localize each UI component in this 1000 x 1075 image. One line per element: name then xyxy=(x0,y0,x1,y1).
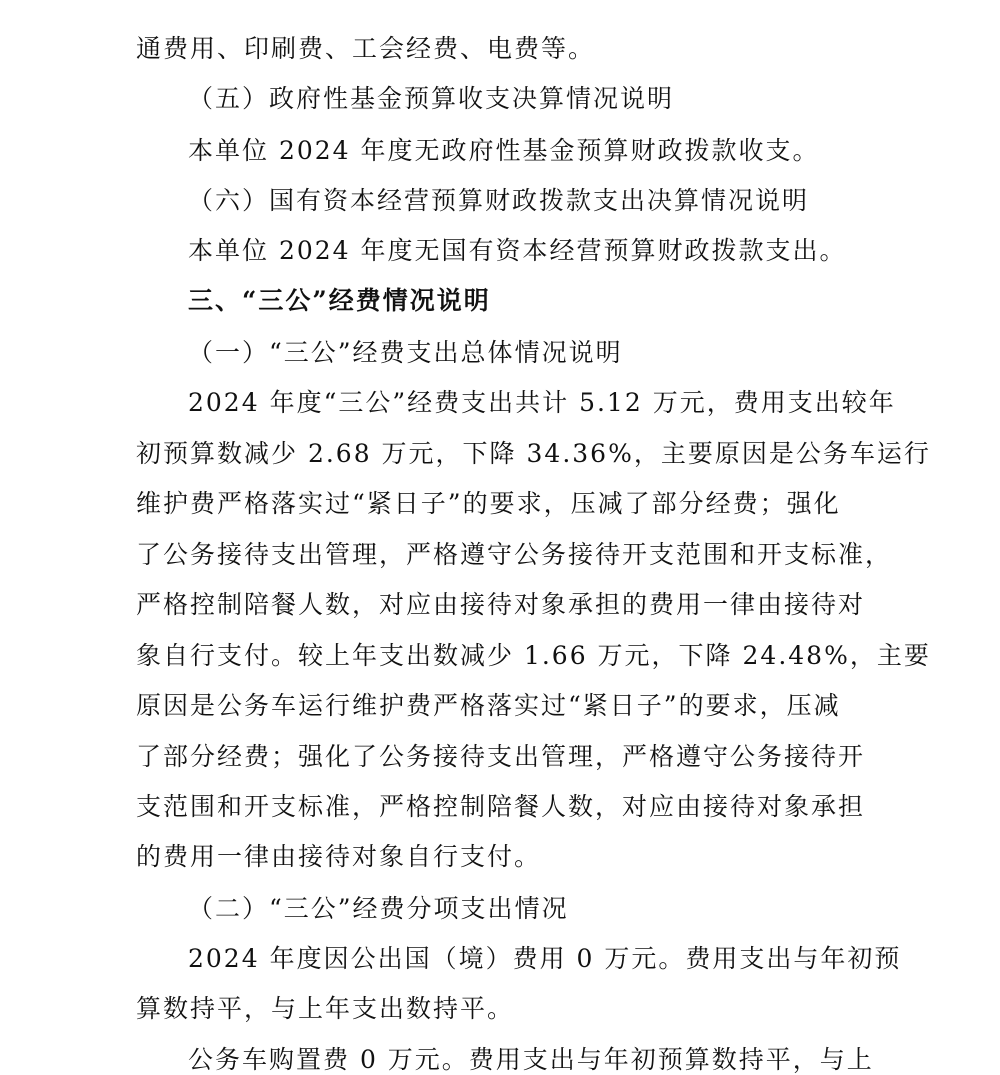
paragraph-line: 公务车购置费 0 万元。费用支出与年初预算数持平，与上 xyxy=(188,1045,874,1074)
paragraph-line: 通费用、印刷费、工会经费、电费等。 xyxy=(136,34,596,63)
section-heading-5: （五）政府性基金预算收支决算情况说明 xyxy=(188,84,675,113)
paragraph-line: 严格控制陪餐人数，对应由接待对象承担的费用一律由接待对 xyxy=(136,590,866,619)
paragraph-line: 2024 年度因公出国（境）费用 0 万元。费用支出与年初预 xyxy=(188,944,902,973)
paragraph-line: 象自行支付。较上年支出数减少 1.66 万元，下降 24.48%，主要 xyxy=(136,641,931,670)
subsection-heading-2: （二）“三公”经费分项支出情况 xyxy=(188,894,569,923)
chapter-heading-3: 三、“三公”经费情况说明 xyxy=(188,286,491,315)
paragraph-line: 了部分经费；强化了公务接待支出管理，严格遵守公务接待开 xyxy=(136,742,866,771)
paragraph-line: 本单位 2024 年度无国有资本经营预算财政拨款支出。 xyxy=(188,236,847,265)
paragraph-line: 了公务接待支出管理，严格遵守公务接待开支范围和开支标准， xyxy=(136,540,893,569)
paragraph-line: 2024 年度“三公”经费支出共计 5.12 万元，费用支出较年 xyxy=(188,388,896,417)
subsection-heading-1: （一）“三公”经费支出总体情况说明 xyxy=(188,338,623,367)
section-heading-6: （六）国有资本经营预算财政拨款支出决算情况说明 xyxy=(188,186,810,215)
paragraph-line: 原因是公务车运行维护费严格落实过“紧日子”的要求，压减 xyxy=(136,691,841,720)
paragraph-line: 本单位 2024 年度无政府性基金预算财政拨款收支。 xyxy=(188,136,820,165)
paragraph-line: 的费用一律由接待对象自行支付。 xyxy=(136,842,542,871)
paragraph-line: 初预算数减少 2.68 万元，下降 34.36%，主要原因是公务车运行 xyxy=(136,439,931,468)
paragraph-line: 维护费严格落实过“紧日子”的要求，压减了部分经费；强化 xyxy=(136,489,841,518)
paragraph-line: 支范围和开支标准，严格控制陪餐人数，对应由接待对象承担 xyxy=(136,792,866,821)
paragraph-line: 算数持平，与上年支出数持平。 xyxy=(136,994,515,1023)
